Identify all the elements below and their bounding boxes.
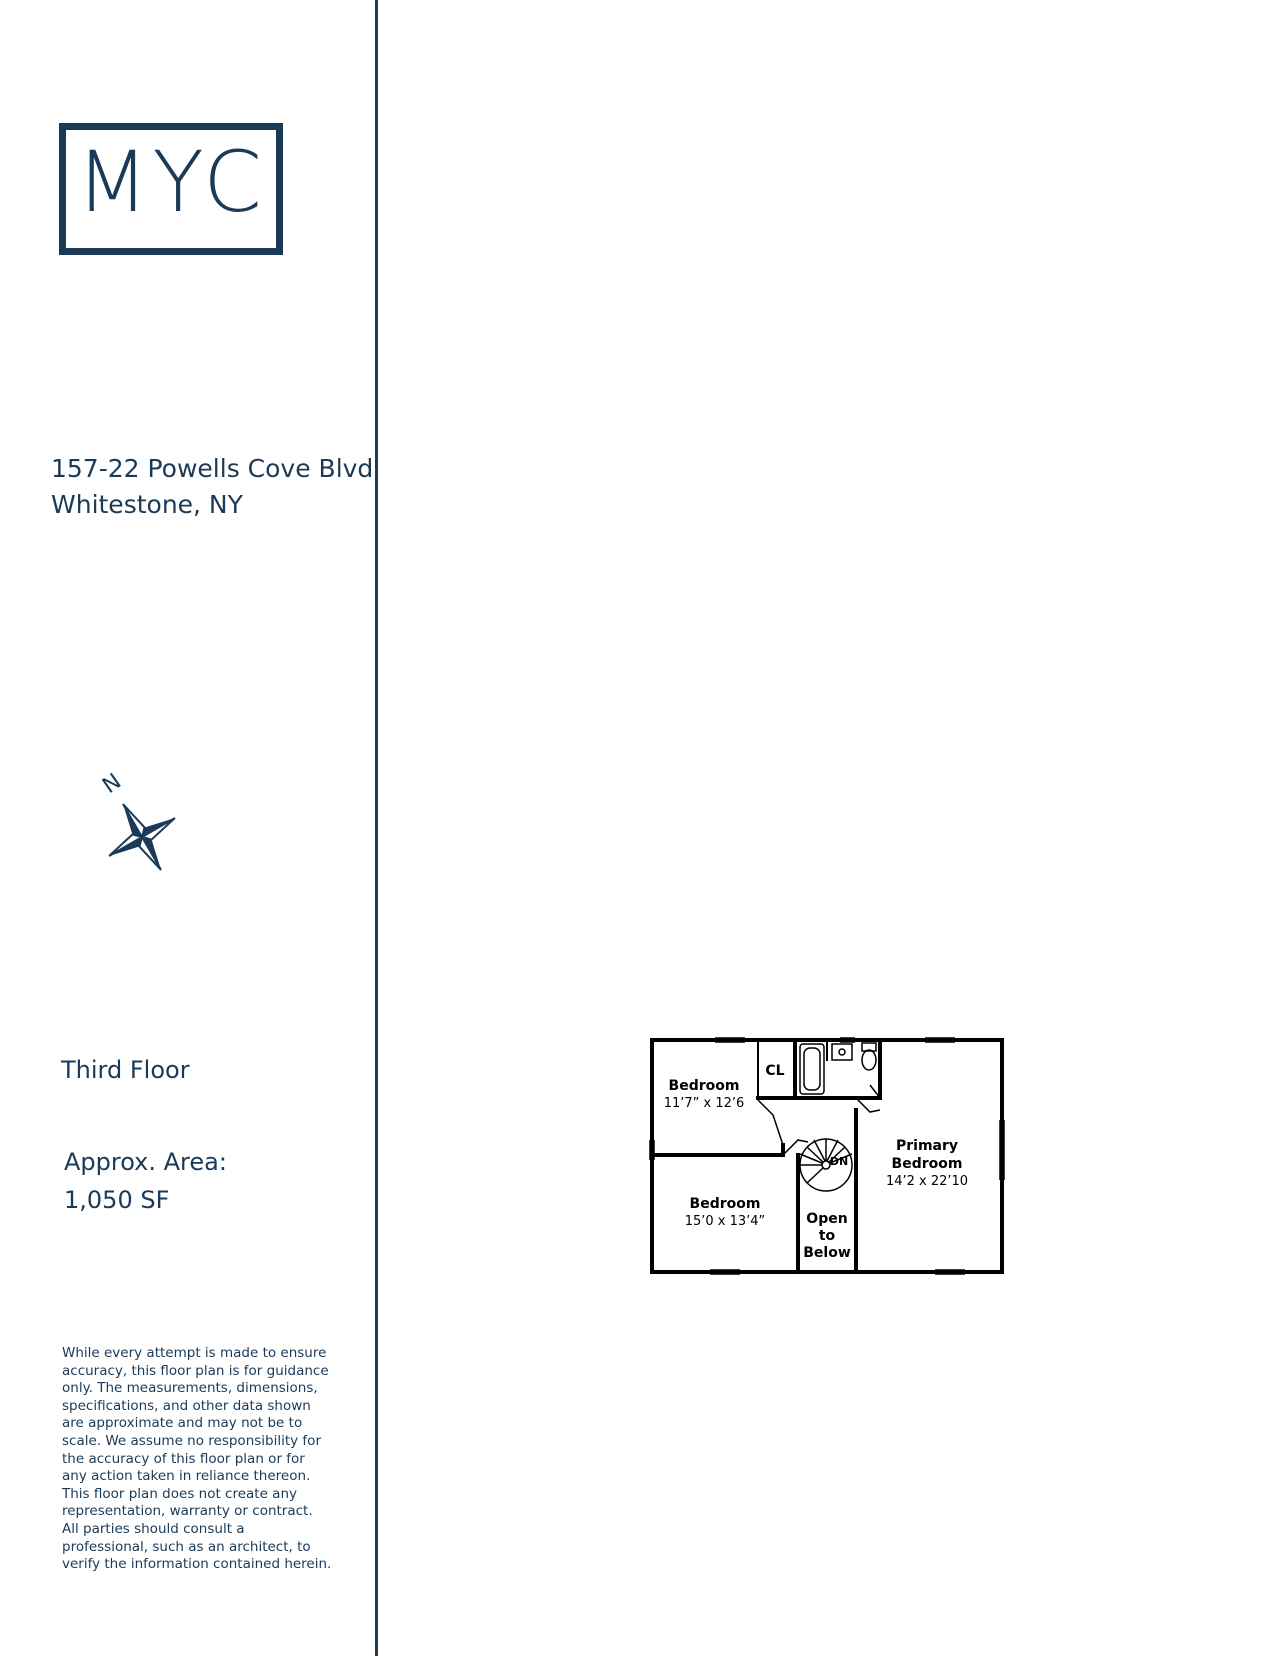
- vertical-divider: [375, 0, 378, 1656]
- north-label: N: [98, 769, 127, 800]
- stairs-label: DN: [829, 1155, 849, 1168]
- room-labels: [664, 1063, 968, 1261]
- myc-logo: [59, 123, 283, 255]
- room-name-line1: Primary: [895, 1138, 959, 1154]
- closet-label: CL: [765, 1063, 785, 1079]
- area-label: Approx. Area:: [64, 1148, 227, 1176]
- open-line3: Below: [803, 1245, 851, 1261]
- compass-star: [90, 785, 190, 875]
- open-line2: to: [818, 1228, 836, 1244]
- compass-star-icon: [90, 765, 190, 875]
- open-line1: Open: [806, 1211, 848, 1227]
- logo-text: MYC: [76, 133, 266, 231]
- disclaimer-text: While every attempt is made to ensure accuracy, this floor plan is for guidance only. The measurements, dimensions, specifications, and other data shown are approximate and may not be to scale. We assume no responsibility for the accuracy of this floor plan or for any action taken in reliance thereon. This floor plan does not create any representation, warranty or contract. All parties should consult a professional, such as an architect, to verify the information contained herein.: [62, 1345, 332, 1573]
- address-line-2: Whitestone, NY: [51, 490, 243, 519]
- room-dims: 14’2 x 22’10: [885, 1174, 969, 1189]
- area-value: 1,050 SF: [64, 1186, 170, 1214]
- room-name-line2: Bedroom: [891, 1156, 963, 1172]
- room-dims: 11’7” x 12’6: [663, 1096, 745, 1111]
- floor-plan: [640, 1030, 1010, 1280]
- floor-label: Third Floor: [61, 1056, 190, 1084]
- room-name: Bedroom: [689, 1196, 761, 1212]
- room-name: Bedroom: [668, 1078, 740, 1094]
- address-line-1: 157-22 Powells Cove Blvd: [51, 454, 374, 483]
- room-dims: 15’0 x 13’4”: [684, 1214, 766, 1229]
